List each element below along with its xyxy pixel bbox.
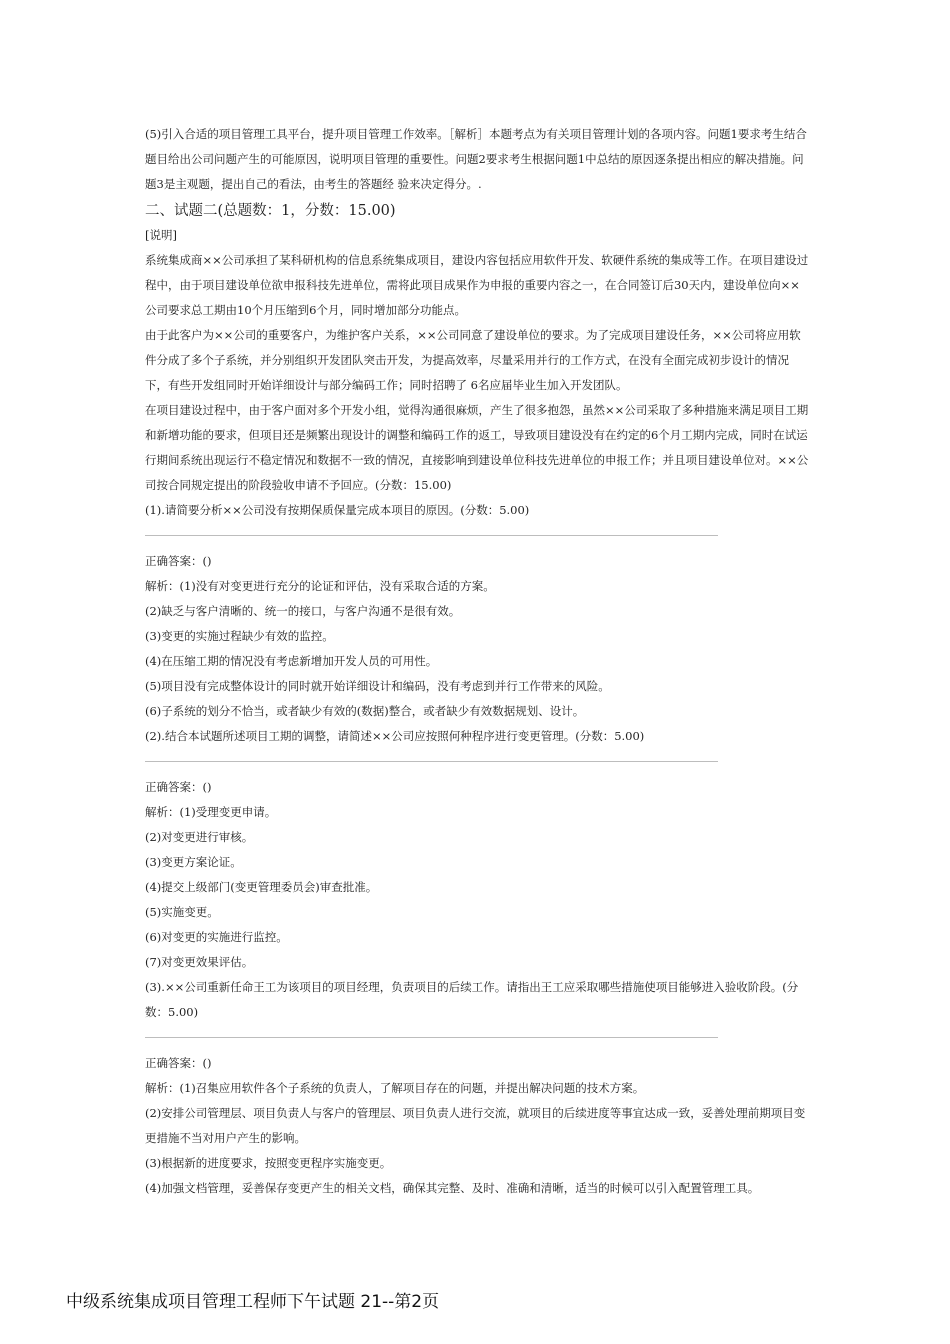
correct-answer: 正确答案：() (145, 554, 212, 568)
description-paragraph: 由于此客户为××公司的重要客户，为维护客户关系，××公司同意了建设单位的要求。为了完成项目建设任务，××公司将应用软件分成了多个子系统，并分别组织开发团队突击开发，为提高效率，尽量采用并行的工作方式，在没有全面完成初步设计的情况下，有些开发组同时开始详细设计与部分编码工作；同时招聘了 6名应届毕业生加入开发团队。 (145, 328, 801, 392)
question-prompt: (2).结合本试题所述项目工期的调整，请简述××公司应按照何种程序进行变更管理。(分数：5.00) (145, 729, 645, 743)
analysis-line: 解析：(1)没有对变更进行充分的论证和评估，没有采取合适的方案。 (145, 579, 495, 593)
divider (145, 761, 718, 762)
page-footer: 中级系统集成项目管理工程师下午试题 21--第2页 (66, 1292, 440, 1312)
section-title: 二、试题二(总题数：1，分数：15.00) (145, 203, 396, 219)
analysis-line: (3)变更方案论证。 (145, 855, 242, 869)
analysis-line: (5)实施变更。 (145, 905, 219, 919)
analysis-line: (6)子系统的划分不恰当，或者缺少有效的(数据)整合，或者缺少有效数据规划、设计。 (145, 704, 585, 718)
intro-paragraph: (5)引入合适的项目管理工具平台，提升项目管理工作效率。［解析］本题考点为有关项目管理计划的各项内容。问题1要求考生结合题目给出公司问题产生的可能原因，说明项目管理的重要性。问题2要求考生根据问题1中总结的原因逐条提出相应的解决措施。问题3是主观题，提出自己的看法，由考生的答题经 验来决定得分。. (145, 127, 807, 191)
analysis-line: 解析：(1)受理变更申请。 (145, 805, 277, 819)
analysis-line: (5)项目没有完成整体设计的同时就开始详细设计和编码，没有考虑到并行工作带来的风险。 (145, 679, 610, 693)
analysis-line: (3)变更的实施过程缺少有效的监控。 (145, 629, 334, 643)
analysis-line: (7)对变更效果评估。 (145, 955, 254, 969)
question-prompt: (1).请简要分析××公司没有按期保质保量完成本项目的原因。(分数：5.00) (145, 503, 530, 517)
description-paragraph: 系统集成商××公司承担了某科研机构的信息系统集成项目，建设内容包括应用软件开发、软硬件系统的集成等工作。在项目建设过程中，由于项目建设单位欲申报科技先进单位，需将此项目成果作为申报的重要内容之一，在合同签订后30天内，建设单位向××公司要求总工期由10个月压缩到6个月，同时增加部分功能点。 (145, 253, 809, 317)
analysis-line: (2)安排公司管理层、项目负责人与客户的管理层、项目负责人进行交流，就项目的后续进度等事宜达成一致，妥善处理前期项目变更措施不当对用户产生的影响。 (145, 1106, 806, 1145)
page-content (145, 122, 810, 1201)
analysis-line: 解析：(1)召集应用软件各个子系统的负责人，了解项目存在的问题，并提出解决问题的技术方案。 (145, 1081, 645, 1095)
description-label: [说明] (145, 228, 177, 242)
analysis-line: (4)在压缩工期的情况没有考虑新增加开发人员的可用性。 (145, 654, 438, 668)
divider (145, 535, 718, 536)
description-paragraph: 在项目建设过程中，由于客户面对多个开发小组，觉得沟通很麻烦，产生了很多抱怨，虽然××公司采取了多种措施来满足项目工期和新增功能的要求，但项目还是频繁出现设计的调整和编码工作的返工，导致项目建设没有在约定的6个月工期内完成，同时在试运行期间系统出现运行不稳定情况和数据不一致的情况，直接影响到建设单位科技先进单位的申报工作；并且项目建设单位对。××公司按合同规定提出的阶段验收申请不予回应。(分数：15.00) (145, 403, 809, 492)
correct-answer: 正确答案：() (145, 780, 212, 794)
correct-answer: 正确答案：() (145, 1056, 212, 1070)
analysis-line: (2)对变更进行审核。 (145, 830, 254, 844)
divider (145, 1037, 718, 1038)
question-prompt: (3).××公司重新任命王工为该项目的项目经理，负责项目的后续工作。请指出王工应采取哪些措施使项目能够进入验收阶段。(分数：5.00) (145, 980, 799, 1019)
analysis-line: (4)加强文档管理，妥善保存变更产生的相关文档，确保其完整、及时、准确和清晰，适当的时候可以引入配置管理工具。 (145, 1181, 760, 1195)
analysis-line: (3)根据新的进度要求，按照变更程序实施变更。 (145, 1156, 392, 1170)
analysis-line: (2)缺乏与客户清晰的、统一的接口，与客户沟通不是很有效。 (145, 604, 461, 618)
analysis-line: (4)提交上级部门(变更管理委员会)审查批准。 (145, 880, 378, 894)
analysis-line: (6)对变更的实施进行监控。 (145, 930, 288, 944)
